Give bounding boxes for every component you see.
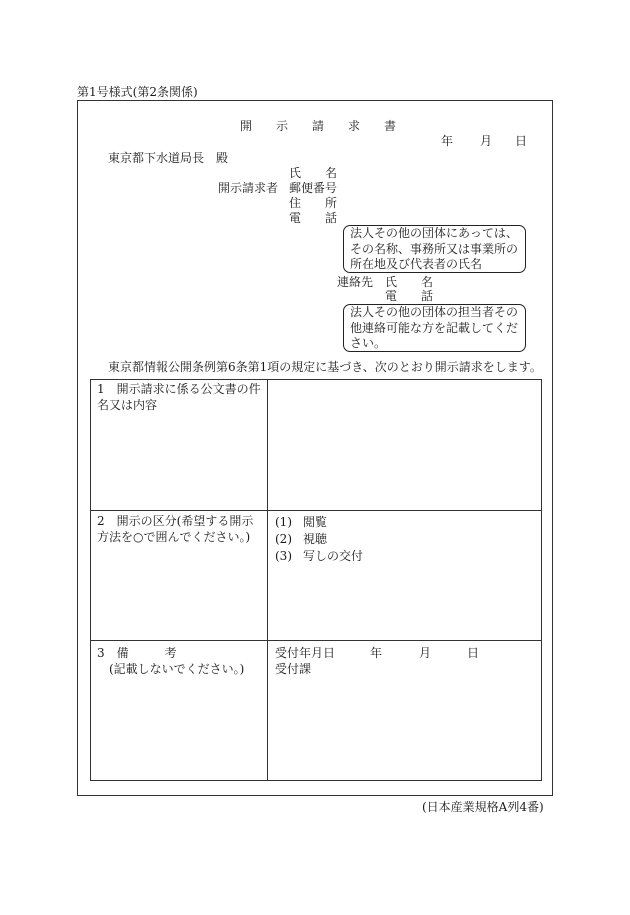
contact-phone-field: 電 話 [385, 289, 434, 303]
requester-postal-field: 郵便番号 [289, 181, 338, 195]
statement: 東京都情報公開条例第6条第1項の規定に基づき、次のとおり開示請求をします。 [108, 360, 542, 374]
requester-note: 法人その他の団体にあっては、その名称、事務所又は事業所の所在地及び代表者の氏名 [350, 226, 519, 271]
received-month-label: 月 [419, 646, 432, 660]
disclosure-options [275, 514, 535, 565]
option-item[interactable]: (2) 視聴 [275, 532, 328, 546]
paper-size-note: (日本産業規格A列4番) [422, 800, 544, 814]
table-row-divider [91, 510, 541, 511]
contact-name-field: 氏 名 [385, 275, 434, 289]
table-column-divider [267, 380, 268, 780]
date-day-label: 日 [515, 134, 528, 148]
option-item[interactable]: (1) 閲覧 [275, 515, 328, 529]
row3-label: 3 備 考 [97, 646, 177, 660]
addressee: 東京都下水道局長 殿 [108, 151, 229, 165]
table-row-divider [91, 640, 541, 641]
requester-address-field: 住 所 [289, 196, 338, 210]
row1-label: 1 開示請求に係る公文書の件名又は内容 [97, 382, 261, 412]
requester-label: 開示請求者 [218, 181, 279, 195]
option-item[interactable]: (3) 写しの交付 [275, 549, 364, 563]
request-table [90, 379, 542, 781]
received-date-label: 受付年月日 [275, 646, 336, 660]
date-month-label: 月 [480, 134, 493, 148]
form-number: 第1号様式(第2条関係) [77, 85, 198, 99]
contact-note: 法人その他の団体の担当者その他連絡可能な方を記載してください。 [350, 305, 519, 350]
row3-sublabel: (記載しないでください。) [109, 662, 245, 676]
requester-phone-field: 電 話 [289, 211, 338, 225]
form-title: 開 示 請 求 書 [240, 119, 397, 133]
received-year-label: 年 [370, 646, 383, 660]
received-day-label: 日 [467, 646, 480, 660]
requester-name-field: 氏 名 [289, 166, 338, 180]
date-year-label: 年 [441, 134, 454, 148]
row2-label: 2 開示の区分(希望する開示方法を○で囲んでください。) [97, 514, 254, 544]
received-section-label: 受付課 [275, 662, 312, 676]
contact-label: 連絡先 [337, 275, 374, 289]
row1-content-field[interactable] [269, 381, 541, 508]
